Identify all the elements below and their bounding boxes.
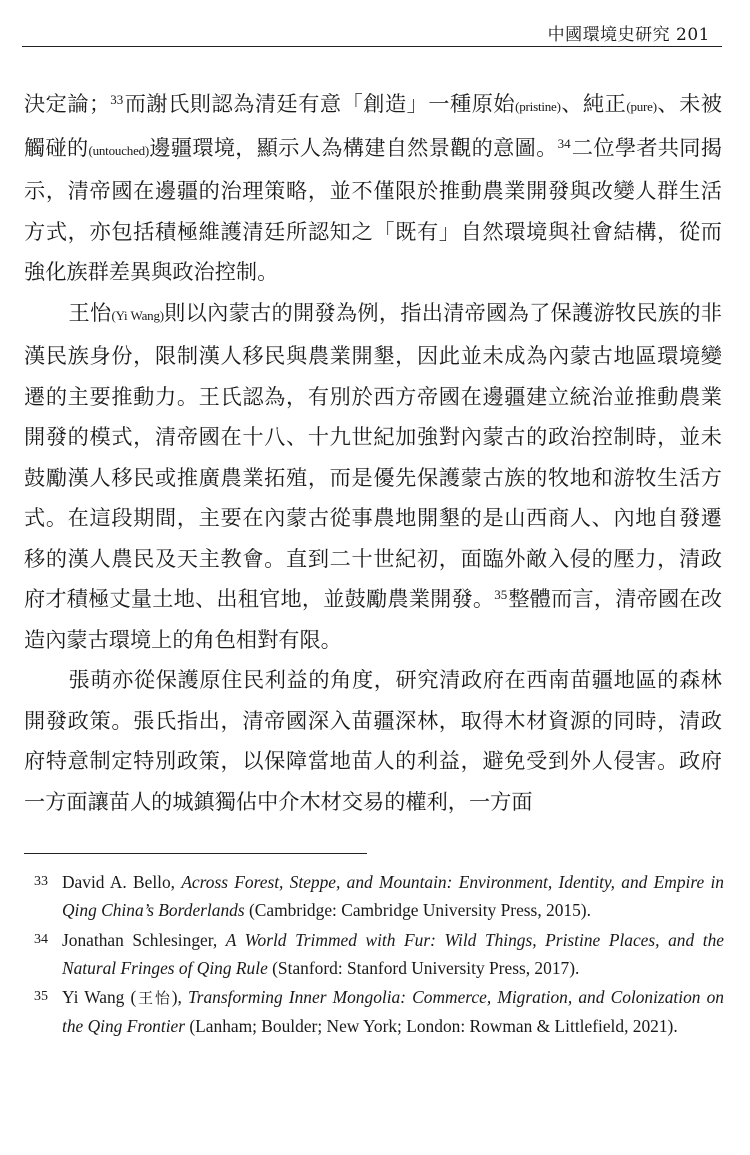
citation-title: Across Forest, Steppe, and Mountain: Environment, Identity, and Empire in Qing China’s Borderlands (62, 872, 725, 921)
citation-text: (Cambridge: Cambridge University Press, 2015). (244, 900, 591, 921)
author-chinese-name: 王怡 (136, 989, 172, 1008)
text-run: 、未被觸碰的 (24, 91, 722, 160)
text-run: 決定論； (24, 91, 111, 116)
romanized-term: (untouched) (88, 142, 150, 158)
romanized-term: (Yi Wang) (111, 307, 164, 323)
footnote-number: 34 (34, 931, 48, 947)
footnote-item (34, 868, 724, 925)
body-paragraph (24, 293, 722, 661)
text-run: 則以內蒙古的開發為例，指出清帝國為了保護游牧民族的非漢民族身份，限制漢人移民與農業開墾，因此並未成為內蒙古地區環境變遷的主要推動力。王氏認為，有別於西方帝國在邊疆建立統治並推動農業開發的模式，清帝國在十八、十九世紀加強對內蒙古的政治控制時，並未鼓勵漢人移民或推廣農業拓殖，而是優先保護蒙古族的牧地和游牧生活方式。在這段期間，主要在內蒙古從事農地開墾的是山西商人、內地自發遷移的漢人農民及天主教會。直到二十世紀初，面臨外敵入侵的壓力，清政府才積極丈量土地、出租官地，並鼓勵農業開發。 (24, 299, 722, 611)
running-header (22, 18, 722, 47)
text-run: 邊疆環境，顯示人為構建自然景觀的意圖。 (149, 134, 558, 160)
text-run: 張萌亦從保護原住民利益的角度，研究清政府在西南苗疆地區的森林開發政策。張氏指出，清帝國深入苗疆深林，取得木材資源的同時，清政府特意制定特別政策，以保障當地苗人的利益，避免受到外人侵害。政府一方面讓苗人的城鎮獨佔中介木材交易的權利，一方面 (24, 667, 722, 814)
footnote-reference: 35 (494, 587, 508, 602)
citation-title: Transforming Inner Mongolia: Commerce, Migration, and Colonization on the Qing Frontier (62, 987, 724, 1037)
footnotes-section (34, 868, 724, 1042)
body-paragraph (24, 660, 722, 822)
citation-text: Jonathan Schlesinger, (62, 929, 226, 950)
citation-text: David A. Bello, (62, 872, 182, 892)
footnote-number: 35 (34, 989, 48, 1005)
citation-text: (Stanford: Stanford University Press, 2017). (267, 957, 580, 978)
citation-text: Yi Wang ( (62, 987, 137, 1008)
footnote-reference: 33 (110, 92, 124, 107)
romanized-term: (pristine) (515, 99, 561, 114)
footnote-separator (24, 853, 367, 854)
romanized-term: (pure) (626, 99, 657, 114)
text-run: 、純正 (560, 91, 627, 116)
citation-text: ), (171, 987, 188, 1008)
footnote-item (34, 983, 724, 1041)
text-run: 而謝氏則認為清廷有意「創造」一種原始 (124, 91, 516, 116)
text-run: 王怡 (68, 299, 112, 325)
footnote-reference: 34 (557, 135, 571, 151)
body-paragraph (24, 84, 722, 293)
running-title: 中國環境史研究 201 (547, 25, 710, 45)
main-body-text (24, 84, 722, 822)
footnote-number: 33 (34, 874, 48, 889)
citation-text: (Lanham; Boulder; New York; London: Rowman & Littlefield, 2021). (185, 1016, 678, 1037)
citation-title: A World Trimmed with Fur: Wild Things, Pristine Places, and the Natural Fringes of Qing Rule (62, 929, 724, 978)
text-run: 整體而言，清帝國在改造內蒙古環境上的角色相對有限。 (24, 586, 722, 652)
footnote-item (34, 926, 724, 983)
text-run: 二位學者共同揭示，清帝國在邊疆的治理策略，並不僅限於推動農業開發與改變人群生活方式，亦包括積極維護清廷所認知之「既有」自然環境與社會結構，從而強化族群差異與政治控制。 (24, 134, 722, 284)
